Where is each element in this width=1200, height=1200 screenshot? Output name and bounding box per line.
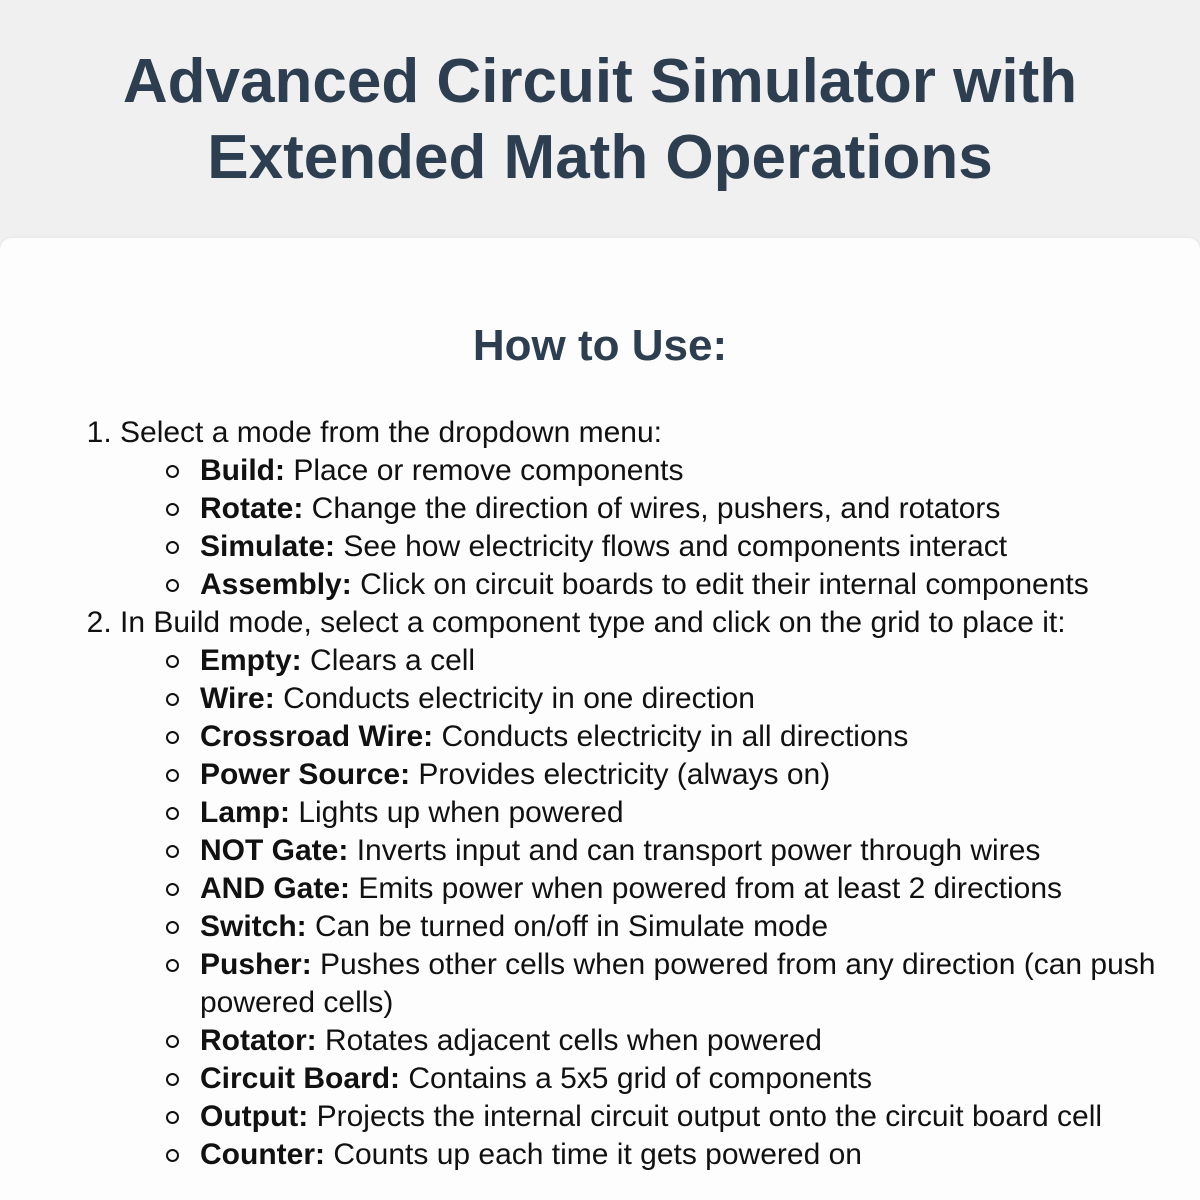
list-item-output — [200, 1098, 1160, 1136]
page-title-line-2: Extended Math Operations — [207, 123, 993, 192]
bullet-icon — [166, 579, 179, 592]
description: Emits power when powered from at least 2 directions — [350, 872, 1063, 905]
bullet-icon — [166, 1111, 179, 1124]
bullet-icon — [166, 693, 179, 706]
term: Counter: — [200, 1138, 325, 1171]
list-item-not-gate — [200, 832, 1160, 870]
term: Power Source: — [200, 758, 411, 791]
list-item-lamp — [200, 794, 1160, 832]
list-item-power-source — [200, 756, 1160, 794]
list-item-rotator — [200, 1022, 1160, 1060]
term: Pusher: — [200, 948, 312, 981]
term: Output: — [200, 1100, 309, 1133]
description: Conducts electricity in all directions — [433, 720, 909, 753]
how-to-use-heading: How to Use: — [472, 321, 728, 370]
bullet-icon — [166, 845, 179, 858]
term: NOT Gate: — [200, 834, 349, 867]
term: Crossroad Wire: — [200, 720, 434, 753]
step-item — [120, 604, 1160, 1174]
description: Provides electricity (always on) — [410, 758, 831, 791]
bullet-icon — [166, 1035, 179, 1048]
page-title-line-1: Advanced Circuit Simulator with — [122, 47, 1078, 116]
bullet-icon — [166, 465, 179, 478]
list-item-and-gate — [200, 870, 1160, 908]
bullet-icon — [166, 921, 179, 934]
description: Projects the internal circuit output onto the circuit board cell — [308, 1100, 1103, 1133]
bullet-icon — [166, 503, 179, 516]
bullet-icon — [166, 769, 179, 782]
description: Place or remove components — [284, 454, 684, 487]
list-item-build — [200, 452, 1160, 490]
term: Rotator: — [200, 1024, 317, 1057]
description: Clears a cell — [301, 644, 476, 677]
description: Lights up when powered — [290, 796, 624, 829]
description: Click on circuit boards to edit their internal components — [351, 568, 1089, 601]
term: AND Gate: — [200, 872, 351, 905]
page-title — [0, 44, 1200, 196]
term: Assembly: — [200, 568, 352, 601]
list-item-counter — [200, 1136, 1160, 1174]
term: Wire: — [200, 682, 275, 715]
description: Contains a 5x5 grid of components — [400, 1062, 872, 1095]
list-item-wire — [200, 680, 1160, 718]
description: See how electricity flows and components interact — [335, 530, 1008, 563]
instructions-card — [0, 238, 1200, 1200]
description: Rotates adjacent cells when powered — [316, 1024, 822, 1057]
bullet-icon — [166, 731, 179, 744]
bullet-icon — [166, 1073, 179, 1086]
description: Can be turned on/off in Simulate mode — [306, 910, 829, 943]
bullet-icon — [166, 807, 179, 820]
list-item-assembly — [200, 566, 1160, 604]
description: Conducts electricity in one direction — [274, 682, 755, 715]
step-item — [120, 414, 1160, 604]
step-text: Select a mode from the dropdown menu: — [120, 416, 662, 449]
term: Empty: — [200, 644, 302, 677]
term: Switch: — [200, 910, 307, 943]
list-item-switch — [200, 908, 1160, 946]
list-item-crossroad-wire — [200, 718, 1160, 756]
steps-list — [0, 414, 1160, 1174]
bullet-icon — [166, 1149, 179, 1162]
description: Change the direction of wires, pushers, and rotators — [303, 492, 1001, 525]
mode-list — [120, 452, 1160, 604]
description: Inverts input and can transport power through wires — [348, 834, 1041, 867]
description: Pushes other cells when powered from any direction (can push powered cells) — [200, 948, 1156, 1019]
term: Simulate: — [200, 530, 336, 563]
term: Lamp: — [200, 796, 290, 829]
term: Build: — [200, 454, 285, 487]
bullet-icon — [166, 883, 179, 896]
list-item-simulate — [200, 528, 1160, 566]
step-text: In Build mode, select a component type and click on the grid to place it: — [120, 606, 1066, 639]
term: Rotate: — [200, 492, 304, 525]
bullet-icon — [166, 959, 179, 972]
list-item-rotate — [200, 490, 1160, 528]
bullet-icon — [166, 541, 179, 554]
list-item-circuit-board — [200, 1060, 1160, 1098]
list-item-pusher — [200, 946, 1160, 1022]
bullet-icon — [166, 655, 179, 668]
component-list — [120, 642, 1160, 1174]
description: Counts up each time it gets powered on — [324, 1138, 862, 1171]
term: Circuit Board: — [200, 1062, 401, 1095]
list-item-empty — [200, 642, 1160, 680]
